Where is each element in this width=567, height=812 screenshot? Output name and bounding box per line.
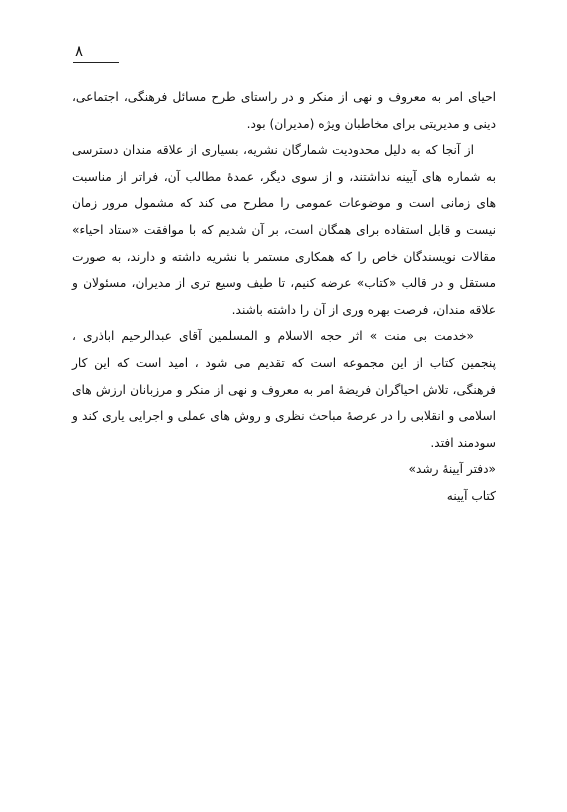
header-rule <box>73 62 119 63</box>
paragraph-publication-reason: از آنجا که به دلیل محدودیت شمارگان نشریه، بسیاری از علاقه مندان دسترسی به شماره های آیینه نداشتند، و از سوی دیگر، عمدهٔ مطالب آن، فراتر از مناسبت های زمانی است و موضوعات عمومی را مطرح می کند که مشمول مرور زمان نیست و قابل استفاده برای همگان است، بر آن شدیم که با موافقت «ستاد احیاء» مقالات نویسندگان خاص را که همکاری مستمر با نشریه داشته و دارند، به صورت مستقل و در قالب «کتاب» عرضه کنیم، تا طیف وسیع تری از مدیران، مسئولان و علاقه مندان، فرصت بهره وری از آن را داشته باشند. <box>72 143 496 317</box>
paragraph-intro-continuation: احیای امر به معروف و نهی از منکر و در راستای طرح مسائل فرهنگی، اجتماعی، دینی و مدیریتی برای مخاطبان ویژه (مدیران) بود. <box>72 90 496 131</box>
signoff-series: کتاب آیینه <box>446 488 496 503</box>
paragraph-book-introduction: «خدمت بی منت » اثر حجه الاسلام و المسلمین آقای عبدالرحیم اباذری ، پنجمین کتاب از این مجموعه است که تقدیم می شود ، امید است که این کار فرهنگی، تلاش احیاگران فریضهٔ امر به معروف و نهی از منکر و مرزبانان ارزش های اسلامی و انقلابی را در عرصهٔ مباحث نظری و روش های عملی و اجرایی یاری کند و سودمند افتد. <box>72 329 496 450</box>
body-text <box>72 84 496 510</box>
page-number: ۸ <box>75 42 84 60</box>
signoff-office: «دفتر آیینهٔ رشد» <box>408 462 496 477</box>
page-header <box>73 42 495 66</box>
